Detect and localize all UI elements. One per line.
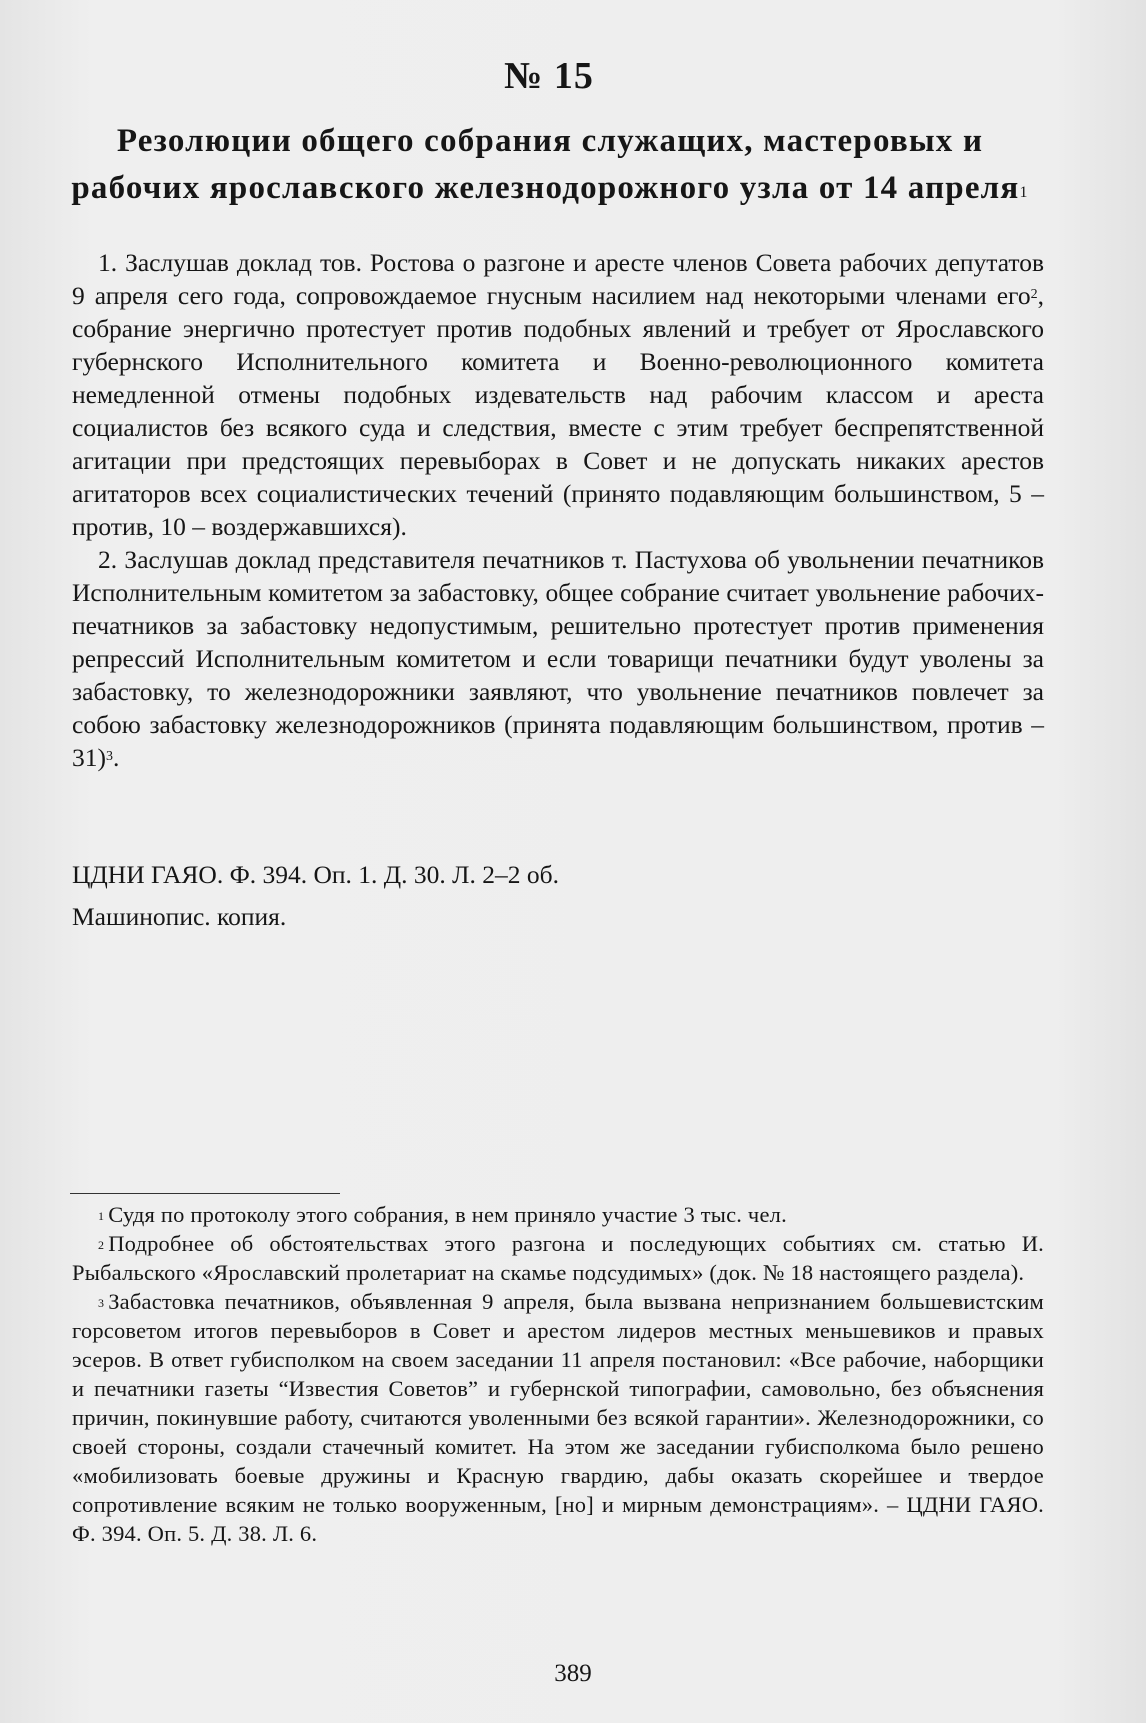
resolution-paragraph-1 (72, 246, 1044, 543)
resolution-paragraph-2 (72, 543, 1044, 774)
resolution-2-text: 2. Заслушав доклад представителя печатников т. Пастухова об увольнении печатников Исполнительным комитетом за забастовку, общее собрание считает увольнение рабочих-печатников за забастовку недопустимым, решительно протестует против применения репрессий Исполнительным комитетом и если товарищи печатники будут уволены за забастовку, то железнодорожники заявляют, что увольнение печатников повлечет за собою забастовку железнодорожников (принята подавляющим большинством, против – 31) (72, 545, 1044, 772)
resolution-1-text: 1. Заслушав доклад тов. Ростова о разгоне и аресте членов Совета рабочих депутатов 9 апреля сего года, сопровождаемое гнусным насилием над некоторыми членами его (72, 248, 1044, 310)
resolution-1-text-end: , собрание энергично протестует против подобных явлений и требует от Ярославского губернского Исполнительного комитета и Военно-революционного комитета немедленной отмены подобных издевательств над рабочим классом и ареста социалистов без всякого суда и следствия, вместе с этим требует беспрепятственной агитации при предстоящих перевыборах в Совет и не допускать никаких арестов агитаторов всех социалистических течений (принято подавляющим большинством, 5 – против, 10 – воздержавшихся). (72, 281, 1044, 541)
title-text: Резолюции общего собрания служащих, мастеровых и рабочих ярославского железнодорожного узла от 14 апреля (71, 123, 1020, 206)
footnote-1-text: Судя по протоколу этого собрания, в нем приняло участие 3 тыс. чел. (108, 1202, 787, 1227)
page-number: 389 (554, 1660, 592, 1687)
footnote-ref-2: 2 (1030, 287, 1038, 302)
footnote-3 (72, 1287, 1044, 1548)
title-footnote-ref: 1 (1019, 184, 1029, 201)
footnote-2 (72, 1229, 1044, 1287)
resolution-body (72, 246, 1044, 774)
footnote-3-mark: 3 (98, 1296, 105, 1310)
footnotes (72, 1200, 1044, 1548)
resolution-2-text-end: . (113, 743, 120, 772)
document-number: № 15 (504, 55, 594, 97)
footnote-2-text: Подробнее об обстоятельствах этого разгона и последующих событиях см. статью И. Рыбальского «Ярославский пролетариат на скамье подсудимых» (док. № 18 настоящего раздела). (72, 1231, 1044, 1285)
document-title (70, 118, 1030, 212)
document-type: Машинопис. копия. (72, 902, 287, 931)
footnote-divider (70, 1193, 340, 1194)
footnote-ref-3: 3 (106, 749, 113, 764)
archive-source: ЦДНИ ГАЯО. Ф. 394. Оп. 1. Д. 30. Л. 2–2 об. (72, 860, 559, 889)
footnote-1-mark: 1 (98, 1209, 105, 1223)
footnote-3-text: Забастовка печатников, объявленная 9 апреля, была вызвана непризнанием большевистским горсоветом итогов перевыборов в Совет и арестом лидеров местных меньшевиков и правых эсеров. В ответ губисполком на своем заседании 11 апреля постановил: «Все рабочие, наборщики и печатники газеты “Известия Советов” и губернской типографии, самовольно, без объяснения причин, покинувшие работу, считаются уволенными без всякой гарантии». Железнодорожники, со своей стороны, создали стачечный комитет. На этом же заседании губисполкома было решено «мобилизовать боевые дружины и Красную гвардию, дабы оказать скорейшее и твердое сопротивление всяким не только вооруженным, [но] и мирным демонстрациям». – ЦДНИ ГАЯО. Ф. 394. Оп. 5. Д. 38. Л. 6. (72, 1289, 1044, 1546)
footnote-2-mark: 2 (98, 1238, 105, 1252)
footnote-1 (72, 1200, 1044, 1229)
